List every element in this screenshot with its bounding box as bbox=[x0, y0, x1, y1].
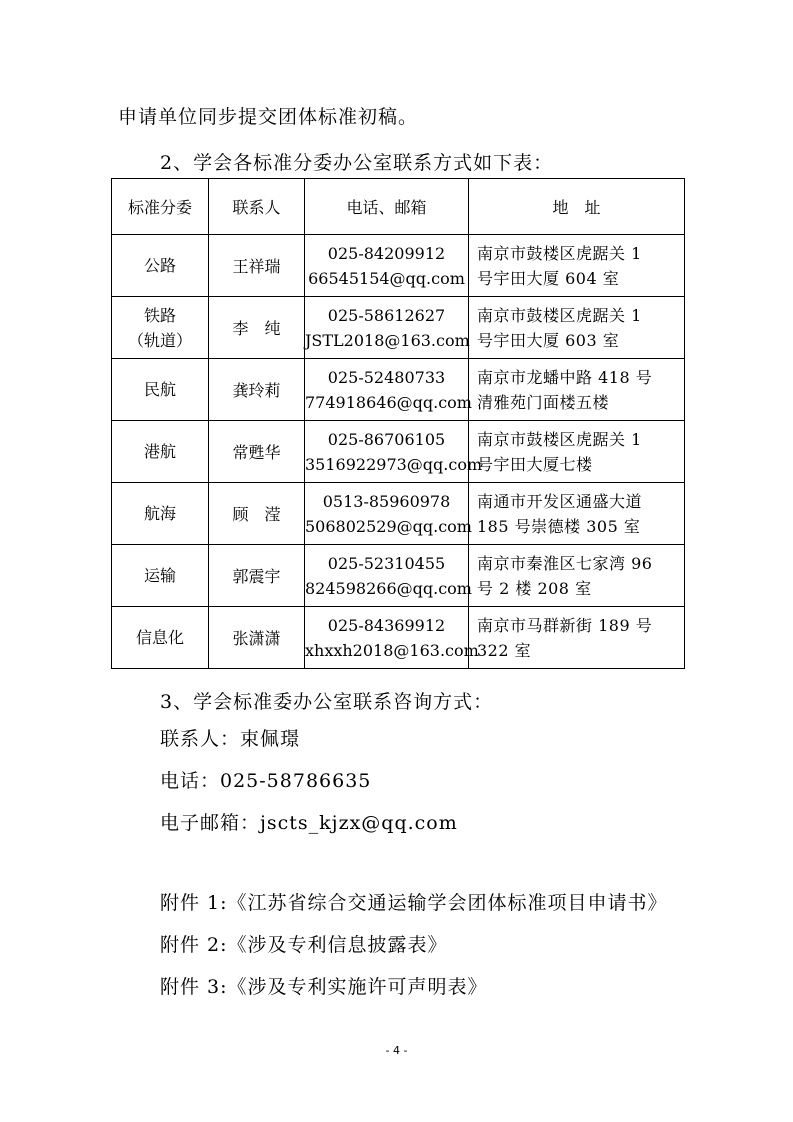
contact-person: 联系人：束佩璟 bbox=[160, 728, 301, 750]
address-cell: 南京市秦淮区七家湾 96 号 2 楼 208 室 bbox=[469, 545, 685, 607]
phone-email-cell: 025-52310455 824598266@qq.com bbox=[305, 545, 469, 607]
header-contact-person: 联系人 bbox=[209, 179, 305, 235]
section-3-heading: 3、学会标准委办公室联系咨询方式： bbox=[160, 691, 494, 713]
intro-text: 申请单位同步提交团体标准初稿。 bbox=[118, 106, 419, 128]
person-cell: 王祥瑞 bbox=[209, 235, 305, 297]
committee-cell: 航海 bbox=[112, 483, 209, 545]
address-cell: 南京市鼓楼区虎踞关 1 号宇田大厦 603 室 bbox=[469, 297, 685, 359]
header-committee: 标准分委 bbox=[112, 179, 209, 235]
committee-cell: 公路 bbox=[112, 235, 209, 297]
person-cell: 顾 滢 bbox=[209, 483, 305, 545]
table-header-row bbox=[112, 179, 685, 235]
table-row bbox=[112, 297, 685, 359]
person-cell: 郭震宇 bbox=[209, 545, 305, 607]
committee-cell: 信息化 bbox=[112, 607, 209, 669]
person-cell: 常甦华 bbox=[209, 421, 305, 483]
address-cell: 南京市鼓楼区虎踞关 1 号宇田大厦七楼 bbox=[469, 421, 685, 483]
phone-email-cell: 025-84369912 xhxxh2018@163.com bbox=[305, 607, 469, 669]
table-row bbox=[112, 607, 685, 669]
table-row bbox=[112, 545, 685, 607]
address-cell: 南京市龙蟠中路 418 号 清雅苑门面楼五楼 bbox=[469, 359, 685, 421]
address-cell: 南京市马群新街 189 号 322 室 bbox=[469, 607, 685, 669]
phone-email-cell: 025-58612627 JSTL2018@163.com bbox=[305, 297, 469, 359]
phone-email-cell: 025-84209912 66545154@qq.com bbox=[305, 235, 469, 297]
committee-contact-table bbox=[111, 178, 685, 669]
contact-email: 电子邮箱：jscts_kjzx@qq.com bbox=[160, 812, 458, 834]
committee-cell: 铁路 （轨道） bbox=[112, 297, 209, 359]
committee-cell: 民航 bbox=[112, 359, 209, 421]
person-cell: 龚玲莉 bbox=[209, 359, 305, 421]
attachment-2: 附件 2:《涉及专利信息披露表》 bbox=[160, 934, 448, 956]
phone-email-cell: 025-86706105 3516922973@qq.com bbox=[305, 421, 469, 483]
person-cell: 张潇潇 bbox=[209, 607, 305, 669]
contact-phone: 电话：025-58786635 bbox=[160, 770, 372, 792]
committee-cell: 港航 bbox=[112, 421, 209, 483]
page-number: - 4 - bbox=[385, 1044, 408, 1057]
person-cell: 李 纯 bbox=[209, 297, 305, 359]
address-cell: 南京市鼓楼区虎踞关 1 号宇田大厦 604 室 bbox=[469, 235, 685, 297]
header-address: 地 址 bbox=[469, 179, 685, 235]
header-phone-email: 电话、邮箱 bbox=[305, 179, 469, 235]
table-row bbox=[112, 421, 685, 483]
table-row bbox=[112, 235, 685, 297]
committee-cell: 运输 bbox=[112, 545, 209, 607]
address-cell: 南通市开发区通盛大道 185 号崇德楼 305 室 bbox=[469, 483, 685, 545]
section-2-heading: 2、学会各标准分委办公室联系方式如下表： bbox=[160, 152, 554, 174]
table-row bbox=[112, 359, 685, 421]
attachment-1: 附件 1:《江苏省综合交通运输学会团体标准项目申请书》 bbox=[160, 892, 668, 914]
phone-email-cell: 025-52480733 774918646@qq.com bbox=[305, 359, 469, 421]
table-row bbox=[112, 483, 685, 545]
phone-email-cell: 0513-85960978 506802529@qq.com bbox=[305, 483, 469, 545]
attachment-3: 附件 3:《涉及专利实施许可声明表》 bbox=[160, 976, 488, 998]
